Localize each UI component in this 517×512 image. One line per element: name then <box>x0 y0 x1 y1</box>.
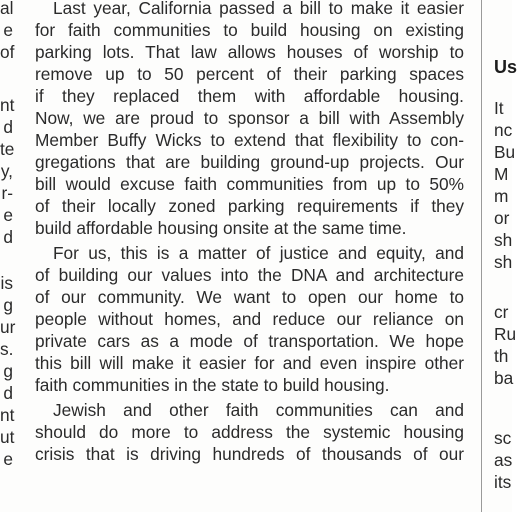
paragraph-line: gregations that are building ground-up projects. Our <box>35 152 464 172</box>
left-column-line: s. <box>0 339 14 359</box>
left-column-line: g <box>3 295 13 315</box>
right-column-line: as <box>494 450 513 470</box>
paragraph-line: bill would excuse faith communities from up to 50% <box>35 174 464 194</box>
left-column-line: y, <box>0 161 13 181</box>
paragraph-line: Now, we are proud to sponsor a bill with Assembly <box>35 108 464 128</box>
paragraph-line: build affordable housing onsite at the same time. <box>35 218 407 238</box>
left-column-line: ur <box>0 317 16 337</box>
left-column-line: is <box>0 273 13 293</box>
paragraph-line: of our community. We want to open our home to <box>35 287 464 307</box>
paragraph-line: faith communities in the state to build housing. <box>35 375 390 395</box>
right-column-line: Ru <box>494 324 517 344</box>
paragraph-line: Last year, California passed a bill to make it easier <box>53 0 464 18</box>
paragraph-line: people without homes, and reduce our reliance on <box>35 309 464 329</box>
left-column-line: d <box>3 383 13 403</box>
right-column-line: ba <box>494 368 514 388</box>
paragraph-line: of building our values into the DNA and architecture <box>35 265 464 285</box>
left-column-line: ut <box>0 427 15 447</box>
column-divider <box>481 0 482 512</box>
left-column-line: e <box>3 205 13 225</box>
paragraph-line: Member Buffy Wicks to extend that flexibility to con- <box>35 130 464 150</box>
right-column-line: Bu <box>494 142 516 162</box>
right-column-line: cr <box>494 302 509 322</box>
paragraph-line: of their locally zoned parking requirements if they <box>35 196 464 216</box>
left-column-line: nt <box>0 95 15 115</box>
paragraph-line: remove up to 50 percent of their parking spaces <box>35 64 464 84</box>
right-column-line: It <box>494 98 504 118</box>
left-column-line: e <box>3 449 13 469</box>
paragraph-line: if they replaced them with affordable housing. <box>35 86 464 106</box>
left-column-line: r- <box>1 183 13 203</box>
right-column-line: nc <box>494 120 513 140</box>
right-column-line: m <box>494 186 509 206</box>
left-column-line: nt <box>0 405 15 425</box>
paragraph-line: this bill will make it easier for and even inspire other <box>35 353 464 373</box>
right-column-line: its <box>494 472 512 492</box>
paragraph-line: Jewish and other faith communities can and <box>53 400 464 420</box>
paragraph-line: parking lots. That law allows houses of worship to <box>35 42 464 62</box>
right-column-line: th <box>494 346 509 366</box>
left-column-line: te <box>0 139 15 159</box>
left-column-line: g <box>3 361 13 381</box>
paragraph-line: For us, this is a matter of justice and equity, and <box>53 243 464 263</box>
left-column-line: e <box>3 20 13 40</box>
left-column-line: d <box>3 227 13 247</box>
paragraph-line: for faith communities to build housing on existing <box>35 20 464 40</box>
right-column-line: sc <box>494 428 512 448</box>
right-column-line: sh <box>494 230 513 250</box>
paragraph-line: private cars as a mode of transportation. We hope <box>35 331 464 351</box>
paragraph-line: crisis that is driving hundreds of thousands of our <box>35 444 464 464</box>
paragraph-line: should do more to address the systemic housing <box>35 422 464 442</box>
section-heading: Us <box>494 57 517 77</box>
left-column-line: of <box>0 42 15 62</box>
right-column-line: sh <box>494 252 513 272</box>
right-column-line: M <box>494 164 509 184</box>
right-column-line: or <box>494 208 510 228</box>
left-column-line: d <box>3 117 13 137</box>
left-column-line: al <box>0 0 14 18</box>
